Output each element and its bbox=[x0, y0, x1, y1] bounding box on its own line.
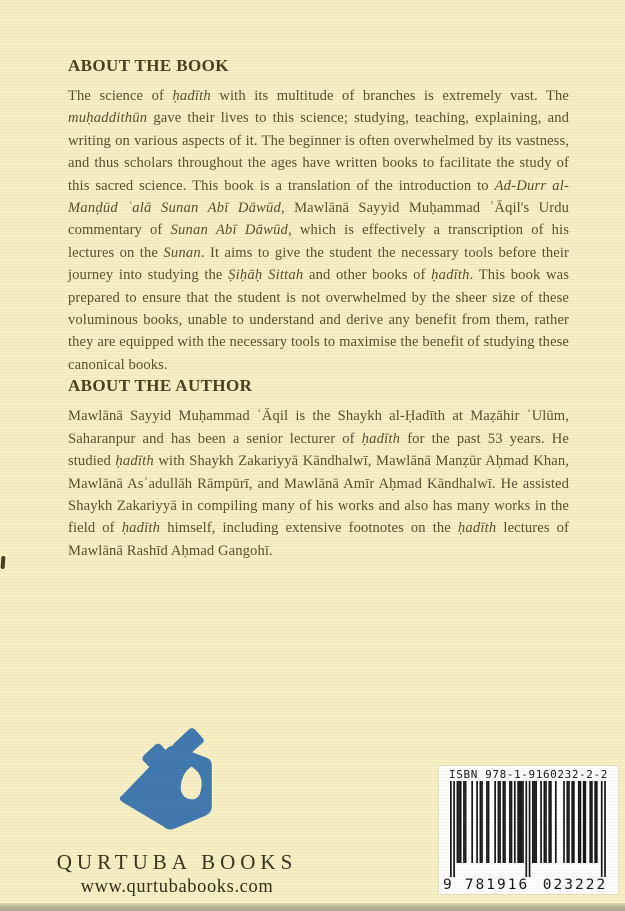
about-the-book-heading: ABOUT THE BOOK bbox=[68, 56, 229, 75]
publisher-block bbox=[48, 726, 306, 898]
about-the-author-heading: ABOUT THE AUTHOR bbox=[68, 376, 253, 396]
barcode-bars-icon bbox=[445, 781, 612, 877]
about-the-book-paragraph: The science of ḥadīth with its multitude of branches is extremely vast. The muḥaddithūn gave their lives to this science; studying, teaching, explaining, and writing on various aspects of it. The beginner is often overwhelmed by its vastness, and thus scholars throughout the ages have written books to facilitate the study of this sacred science. This book is a translation of the introduction to Ad-Durr al-Manḍūd ʿalā Sunan Abī Dāwūd, Mawlānā Sayyid Muḥammad ʿĀqil's Urdu commentary of Sunan Abī Dāwūd, which is effectively a transcription of his lectures on the Sunan. It aims to give the student the necessary tools before their journey into studying the Ṣiḥāḥ Sittah and other books of ḥadīth. This book was prepared to ensure that the student is not overwhelmed by the sheer size of these voluminous books, unable to understand and derive any benefit from them, rather they are equipped with the necessary tools to maximise the benefit of studying these canonical books. bbox=[68, 88, 570, 373]
barcode-digit-group: 023222 bbox=[542, 877, 608, 893]
about-the-author-paragraph: Mawlānā Sayyid Muḥammad ʿĀqil is the Shaykh al-Ḥadīth at Maẓāhir ʿUlūm, Saharanpur and has been a senior lecturer of ḥadīth for the past 53 years. He studied ḥadīth with Shaykh Zakariyyā Kāndhalwī, Mawlānā Manẓūr Aḥmad Khan, Mawlānā Asʿadullāh Rāmpūrī, and Mawlānā Amīr Aḥmad Kāndhalwī. He assisted Shaykh Zakariyyā in compiling many of his works and also has many works in the field of ḥadīth himself, including extensive footnotes on the ḥadīth lectures of Mawlānā Rashīd Aḥmad Gangohī. bbox=[68, 408, 569, 559]
barcode-number bbox=[443, 877, 614, 893]
isbn-barcode bbox=[439, 766, 618, 894]
barcode-digit-group: 781916 bbox=[464, 877, 530, 893]
barcode-digit-group: 9 bbox=[443, 877, 452, 893]
publisher-website: www.qurtubabooks.com bbox=[80, 877, 274, 897]
cover-text-block bbox=[68, 56, 569, 562]
isbn-label: ISBN 978-1-9160232-2-2 bbox=[449, 768, 608, 781]
cover-edge-mark bbox=[1, 556, 6, 569]
cover-bottom-edge bbox=[0, 903, 625, 911]
publisher-name: QURTUBA BOOKS bbox=[56, 850, 298, 874]
qurtuba-qaf-logo-icon bbox=[114, 726, 240, 840]
